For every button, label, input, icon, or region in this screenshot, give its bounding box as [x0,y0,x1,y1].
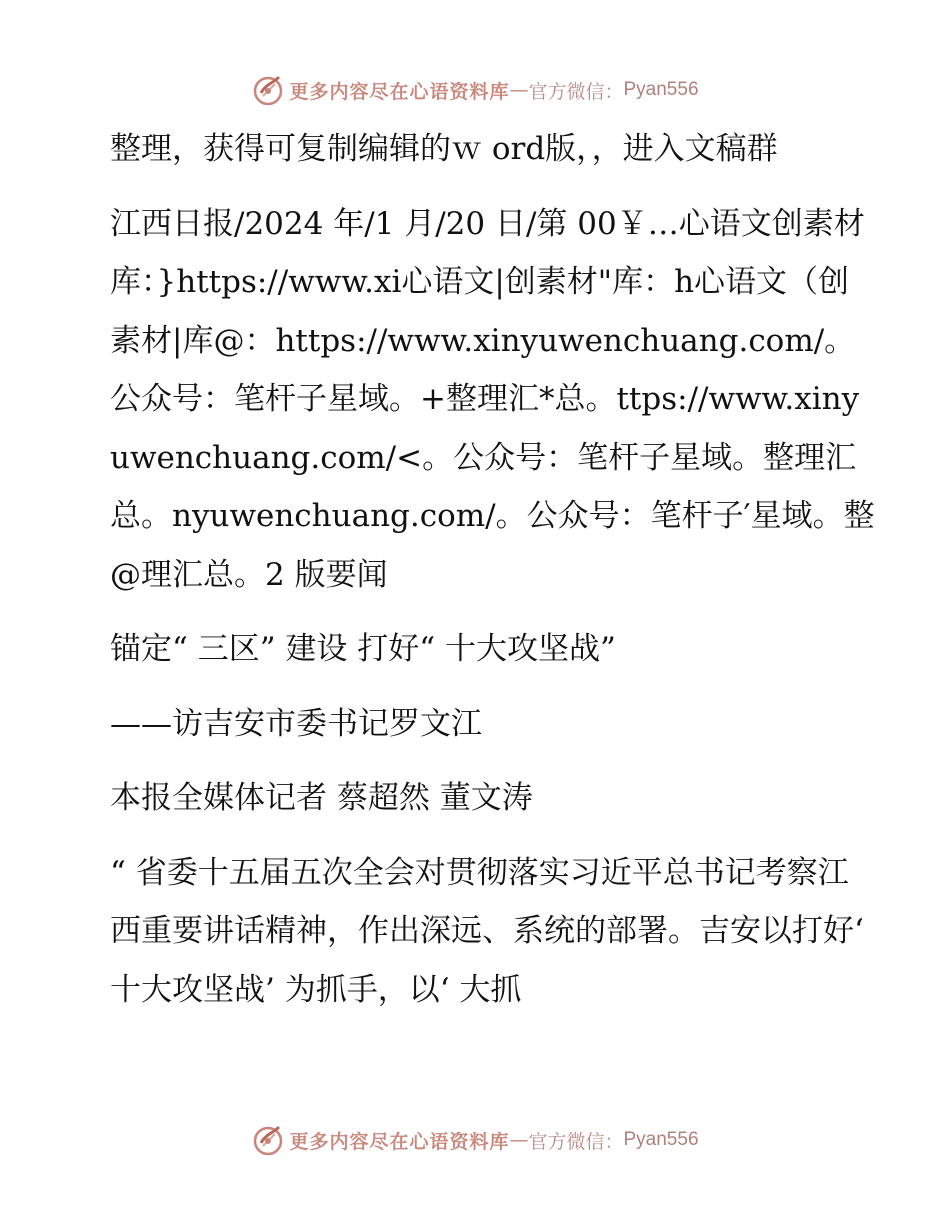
brand-logo-icon [251,1123,285,1157]
banner-wechat-id: Pyan556 [623,79,699,100]
banner-sub-text: 官方微信： [528,1130,624,1153]
banner-wechat-id: Pyan556 [623,1129,699,1150]
document-body [98,120,878,1019]
footer-watermark [0,1120,950,1160]
banner-main-text: 更多内容尽在心语资料库 [289,1130,510,1153]
brand-logo-icon [251,73,285,107]
article-byline: 本报全媒体记者 蔡超然 董文涛 [110,780,533,816]
article-subheadline: ——访吉安市委书记罗文江 [110,705,482,742]
paragraph-intro: 整理，获得可复制编辑的ｗ ord版，，进入文稿群 [110,131,778,167]
banner-dash: — [509,1129,529,1151]
banner-dash: — [509,79,529,101]
article-headline: 锚定“ 三区” 建设 打好“ 十大攻坚战” [110,631,616,667]
header-watermark [0,70,950,110]
banner-sub-text: 官方微信： [528,80,624,103]
article-body-paragraph: “ 省委十五届五次全会对贯彻落实习近平总书记考察江西重要讲话精神，作出深远、系统的部署。吉安以打好‘ 十大攻坚战’ 为抓手，以‘ 大抓 [110,854,864,1008]
banner-main-text: 更多内容尽在心语资料库 [289,80,510,103]
paragraph-source: 江西日报/2024 年/1 月/20 日/第 00￥…心语文创素材库：}https://www.xi心语文|创素材"库：h心语文（创素材|库@：https://www.xinyuwenchuang.com/。公众号：笔杆子星域。+整理汇*总。ttps://www.xinyuwenchuang.com/<。公众号：笔杆子星域。整理汇总。nyuwenchuang.com/。公众号：笔杆子′星域。整@理汇总。2 版要闻 [110,205,875,593]
